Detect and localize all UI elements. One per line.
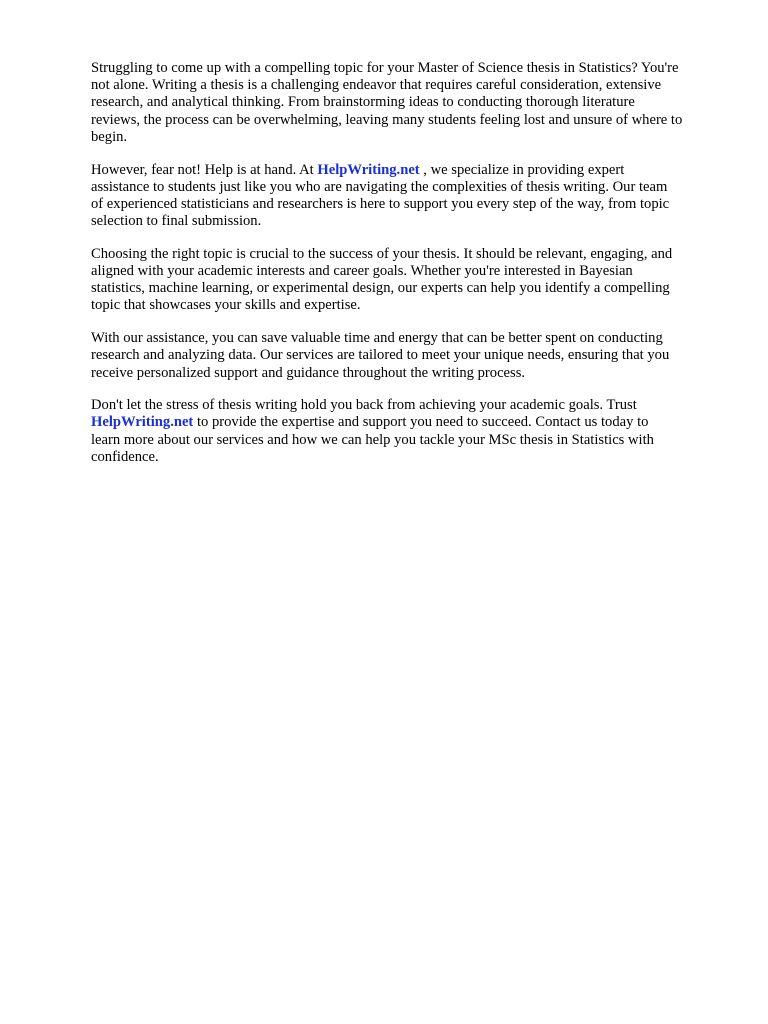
- helpwriting-link[interactable]: HelpWriting.net: [91, 414, 194, 431]
- paragraph-closing-text-start: Don't let the stress of thesis writing hold you back from achieving your academic goals. Trust: [91, 397, 637, 414]
- paragraph-intro: Struggling to come up with a compelling topic for your Master of Science thesis in Statistics? You're not alone. Writing a thesis is a challenging endeavor that requires careful consideration, extensive research, and analytical thinking. From brainstorming ideas to conducting thorough literature reviews, the process can be overwhelming, leaving many students feeling lost and unsure of where to begin.: [91, 60, 683, 145]
- paragraph-closing-text-end: to provide the expertise and support you need to succeed. Contact us today to learn more about our services and how we can help you tackle your MSc thesis in Statistics with confidence.: [91, 414, 654, 465]
- paragraph-closing: [91, 397, 731, 466]
- paragraph-topic: Choosing the right topic is crucial to the success of your thesis. It should be relevant, engaging, and aligned with your academic interests and career goals. Whether you're interested in Bayesian statistics, machine learning, or experimental design, our experts can help you identify a compelling topic that showcases your skills and expertise.: [91, 245, 673, 314]
- paragraph-help: [91, 162, 731, 231]
- paragraph-assistance: With our assistance, you can save valuable time and energy that can be better spent on conducting research and analyzing data. Our services are tailored to meet your unique needs, ensuring that you receive personalized support and guidance throughout the writing process.: [91, 330, 670, 381]
- helpwriting-link[interactable]: HelpWriting.net: [317, 161, 420, 178]
- paragraph-help-text-end: , we specialize in providing expert assistance to students just like you who are navigating the complexities of thesis writing. Our team of experienced statisticians and researchers is here to support you every step of the way, from topic selection to final submission.: [91, 161, 670, 230]
- document-page: [91, 60, 731, 482]
- paragraph-help-text-start: However, fear not! Help is at hand. At: [91, 161, 318, 178]
